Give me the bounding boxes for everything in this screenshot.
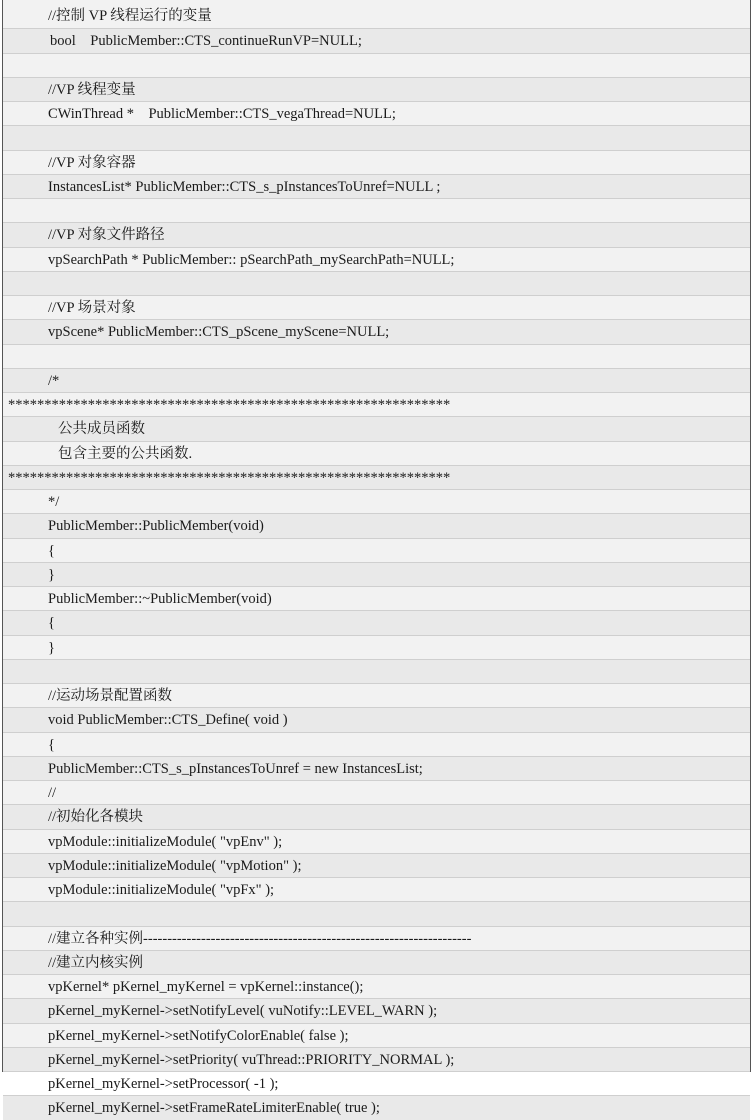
code-line-text: */ bbox=[48, 494, 60, 510]
code-line-text: vpScene* PublicMember::CTS_pScene_myScene=NULL; bbox=[48, 324, 390, 340]
code-line bbox=[3, 974, 750, 999]
code-line-text: vpModule::initializeModule( "vpFx" ); bbox=[48, 882, 275, 898]
code-line bbox=[3, 998, 750, 1023]
code-line-text: ************************************************************* bbox=[8, 397, 451, 413]
code-line bbox=[3, 610, 750, 635]
code-line-text: //初始化各模块 bbox=[48, 809, 144, 825]
code-line bbox=[3, 562, 750, 587]
code-line-text: { bbox=[48, 615, 55, 631]
code-line bbox=[3, 853, 750, 878]
code-line bbox=[3, 247, 750, 272]
code-line-text: pKernel_myKernel->setNotifyColorEnable( false ); bbox=[48, 1028, 349, 1044]
code-line bbox=[3, 101, 750, 126]
code-line bbox=[3, 732, 750, 757]
code-line bbox=[3, 295, 750, 320]
code-line-text: /* bbox=[48, 373, 60, 389]
code-line bbox=[3, 1023, 750, 1048]
code-line-text: //VP 场景对象 bbox=[48, 300, 136, 316]
code-line-text: //运动场景配置函数 bbox=[48, 688, 173, 704]
code-line bbox=[3, 198, 750, 223]
code-line-text: PublicMember::CTS_s_pInstancesToUnref = new InstancesList; bbox=[48, 761, 423, 777]
code-line bbox=[3, 877, 750, 902]
code-line bbox=[3, 368, 750, 393]
code-line-text: //VP 对象容器 bbox=[48, 155, 136, 171]
code-line-text: vpKernel* pKernel_myKernel = vpKernel::instance(); bbox=[48, 979, 364, 995]
code-line bbox=[3, 4, 750, 29]
code-line bbox=[3, 586, 750, 611]
code-line bbox=[3, 28, 750, 53]
code-line bbox=[3, 635, 750, 660]
code-line-text: pKernel_myKernel->setFrameRateLimiterEnable( true ); bbox=[48, 1100, 380, 1116]
code-line bbox=[3, 1071, 750, 1096]
code-line-text: PublicMember::~PublicMember(void) bbox=[48, 591, 272, 607]
code-line-text: ************************************************************* bbox=[8, 470, 451, 486]
code-line bbox=[3, 150, 750, 175]
code-line-text: { bbox=[48, 543, 55, 559]
code-line bbox=[3, 513, 750, 538]
code-line-text: //VP 线程变量 bbox=[48, 82, 136, 98]
code-line-text: InstancesList* PublicMember::CTS_s_pInstancesToUnref=NULL ; bbox=[48, 179, 441, 195]
code-line bbox=[3, 465, 750, 490]
code-line bbox=[3, 707, 750, 732]
code-line bbox=[3, 804, 750, 829]
code-line-text: } bbox=[48, 567, 55, 583]
code-line bbox=[3, 416, 750, 441]
code-line-text: //VP 对象文件路径 bbox=[48, 227, 165, 243]
code-line bbox=[3, 780, 750, 805]
code-line bbox=[3, 125, 750, 150]
code-line-text: vpModule::initializeModule( "vpMotion" ); bbox=[48, 858, 302, 874]
code-line bbox=[3, 901, 750, 926]
code-line bbox=[3, 1095, 750, 1120]
code-line-text: { bbox=[48, 737, 55, 753]
code-line-text: pKernel_myKernel->setPriority( vuThread::PRIORITY_NORMAL ); bbox=[48, 1052, 455, 1068]
code-line-text: //建立内核实例 bbox=[48, 955, 144, 971]
code-line-text: } bbox=[48, 640, 55, 656]
code-line-text: pKernel_myKernel->setProcessor( -1 ); bbox=[48, 1076, 279, 1092]
code-line-text: pKernel_myKernel->setNotifyLevel( vuNotify::LEVEL_WARN ); bbox=[48, 1003, 438, 1019]
code-line bbox=[3, 829, 750, 854]
code-line-text: void PublicMember::CTS_Define( void ) bbox=[48, 712, 288, 728]
code-line-text: bool PublicMember::CTS_continueRunVP=NULL; bbox=[50, 33, 362, 49]
code-line bbox=[3, 344, 750, 369]
code-line-text: PublicMember::PublicMember(void) bbox=[48, 518, 264, 534]
code-line-text: CWinThread * PublicMember::CTS_vegaThread=NULL; bbox=[48, 106, 396, 122]
code-line bbox=[3, 77, 750, 102]
code-line bbox=[3, 1047, 750, 1072]
code-line-text: //控制 VP 线程运行的变量 bbox=[48, 8, 212, 24]
code-line bbox=[3, 392, 750, 417]
code-line-text: vpSearchPath * PublicMember:: pSearchPath_mySearchPath=NULL; bbox=[48, 252, 455, 268]
code-line-text: //建立各种实例-------------------------------------------------------------------- bbox=[48, 931, 472, 947]
code-line bbox=[3, 950, 750, 975]
code-line bbox=[3, 319, 750, 344]
code-line bbox=[3, 489, 750, 514]
code-line bbox=[3, 756, 750, 781]
code-line-text: 包含主要的公共函数. bbox=[58, 446, 193, 462]
code-line bbox=[3, 441, 750, 466]
code-line-text: 公共成员函数 bbox=[58, 421, 145, 437]
code-line bbox=[3, 271, 750, 296]
code-line bbox=[3, 538, 750, 563]
code-listing bbox=[2, 0, 751, 1116]
code-line-text: vpModule::initializeModule( "vpEnv" ); bbox=[48, 834, 283, 850]
code-line bbox=[3, 926, 750, 951]
code-line bbox=[3, 659, 750, 684]
code-line bbox=[3, 53, 750, 78]
code-line-text: // bbox=[48, 785, 57, 801]
code-line bbox=[3, 222, 750, 247]
code-line bbox=[3, 174, 750, 199]
code-line bbox=[3, 683, 750, 708]
